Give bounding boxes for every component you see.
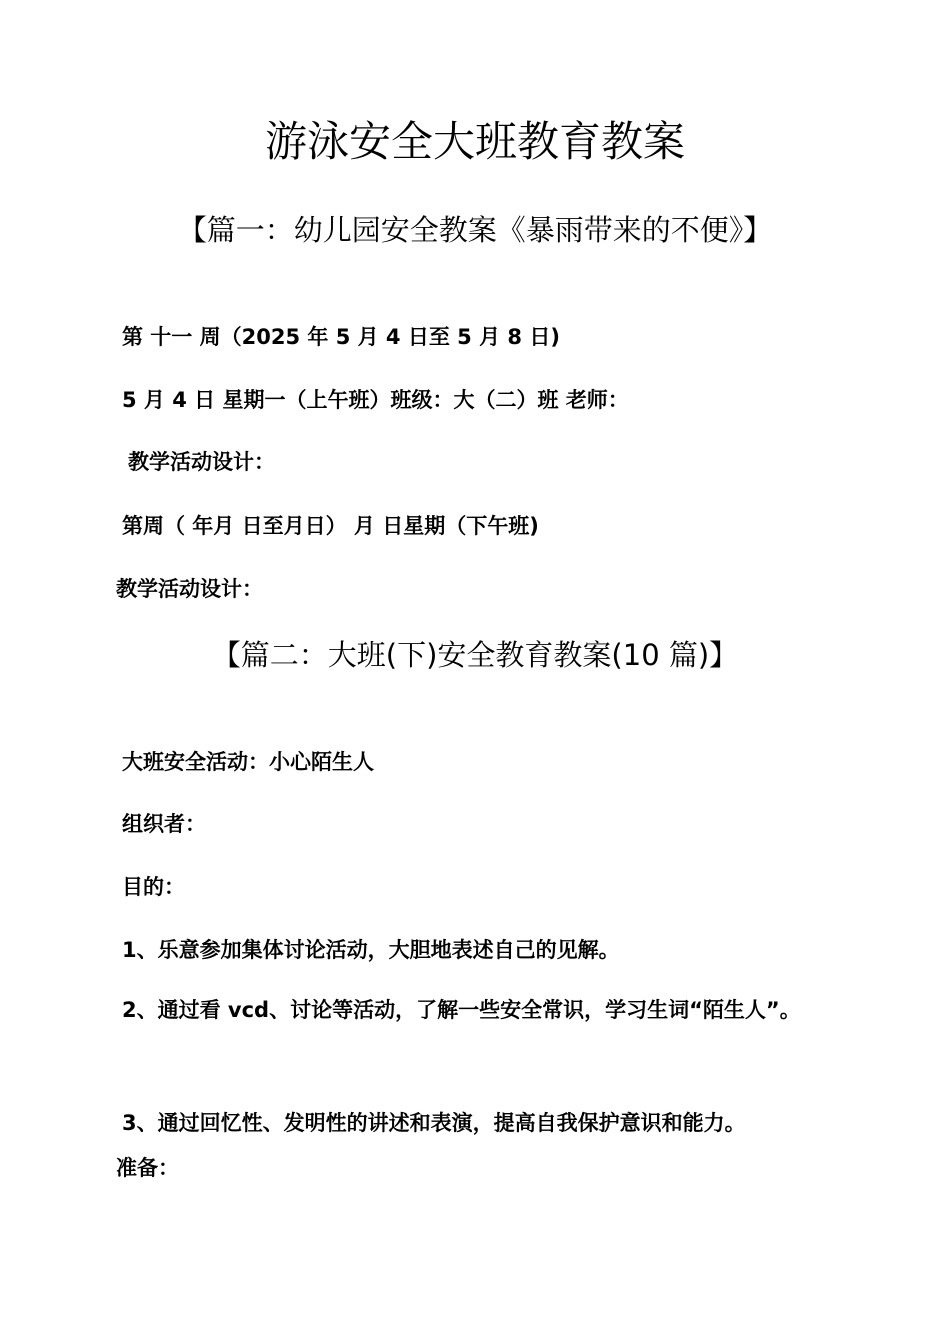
design-label-2: 教学活动设计： bbox=[116, 577, 263, 601]
week-line-2: 第周（ 年月 日至月日） 月 日星期（下午班) bbox=[122, 514, 539, 538]
week-line: 第 十一 周（2025 年 5 月 4 日至 5 月 8 日) bbox=[122, 325, 560, 349]
goal-label: 目的： bbox=[122, 875, 185, 899]
prep-label: 准备： bbox=[116, 1156, 179, 1180]
goal-item-3: 3、通过回忆性、发明性的讲述和表演，提高自我保护意识和能力。 bbox=[122, 1111, 746, 1135]
section-heading-1: 【篇一：幼儿园安全教案《暴雨带来的不便》】 bbox=[177, 213, 773, 247]
activity-title: 大班安全活动：小心陌生人 bbox=[122, 750, 374, 774]
day-line: 5 月 4 日 星期一（上午班）班级：大（二）班 老师： bbox=[122, 388, 629, 412]
goal-item-2 bbox=[116, 985, 836, 1035]
organizer-label: 组织者： bbox=[122, 812, 206, 836]
document-title: 游泳安全大班教育教案 bbox=[264, 117, 685, 166]
goal-item-2-text: 2、通过看 vcd、讨论等活动，了解一些安全常识，学习生词“陌生人”。 bbox=[122, 998, 801, 1022]
goal-item-1: 1、乐意参加集体讨论活动，大胆地表述自己的见解。 bbox=[122, 938, 620, 962]
design-label-1: 教学活动设计： bbox=[128, 450, 275, 474]
section-heading-2: 【篇二：大班(下)安全教育教案(10 篇)】 bbox=[211, 638, 739, 672]
